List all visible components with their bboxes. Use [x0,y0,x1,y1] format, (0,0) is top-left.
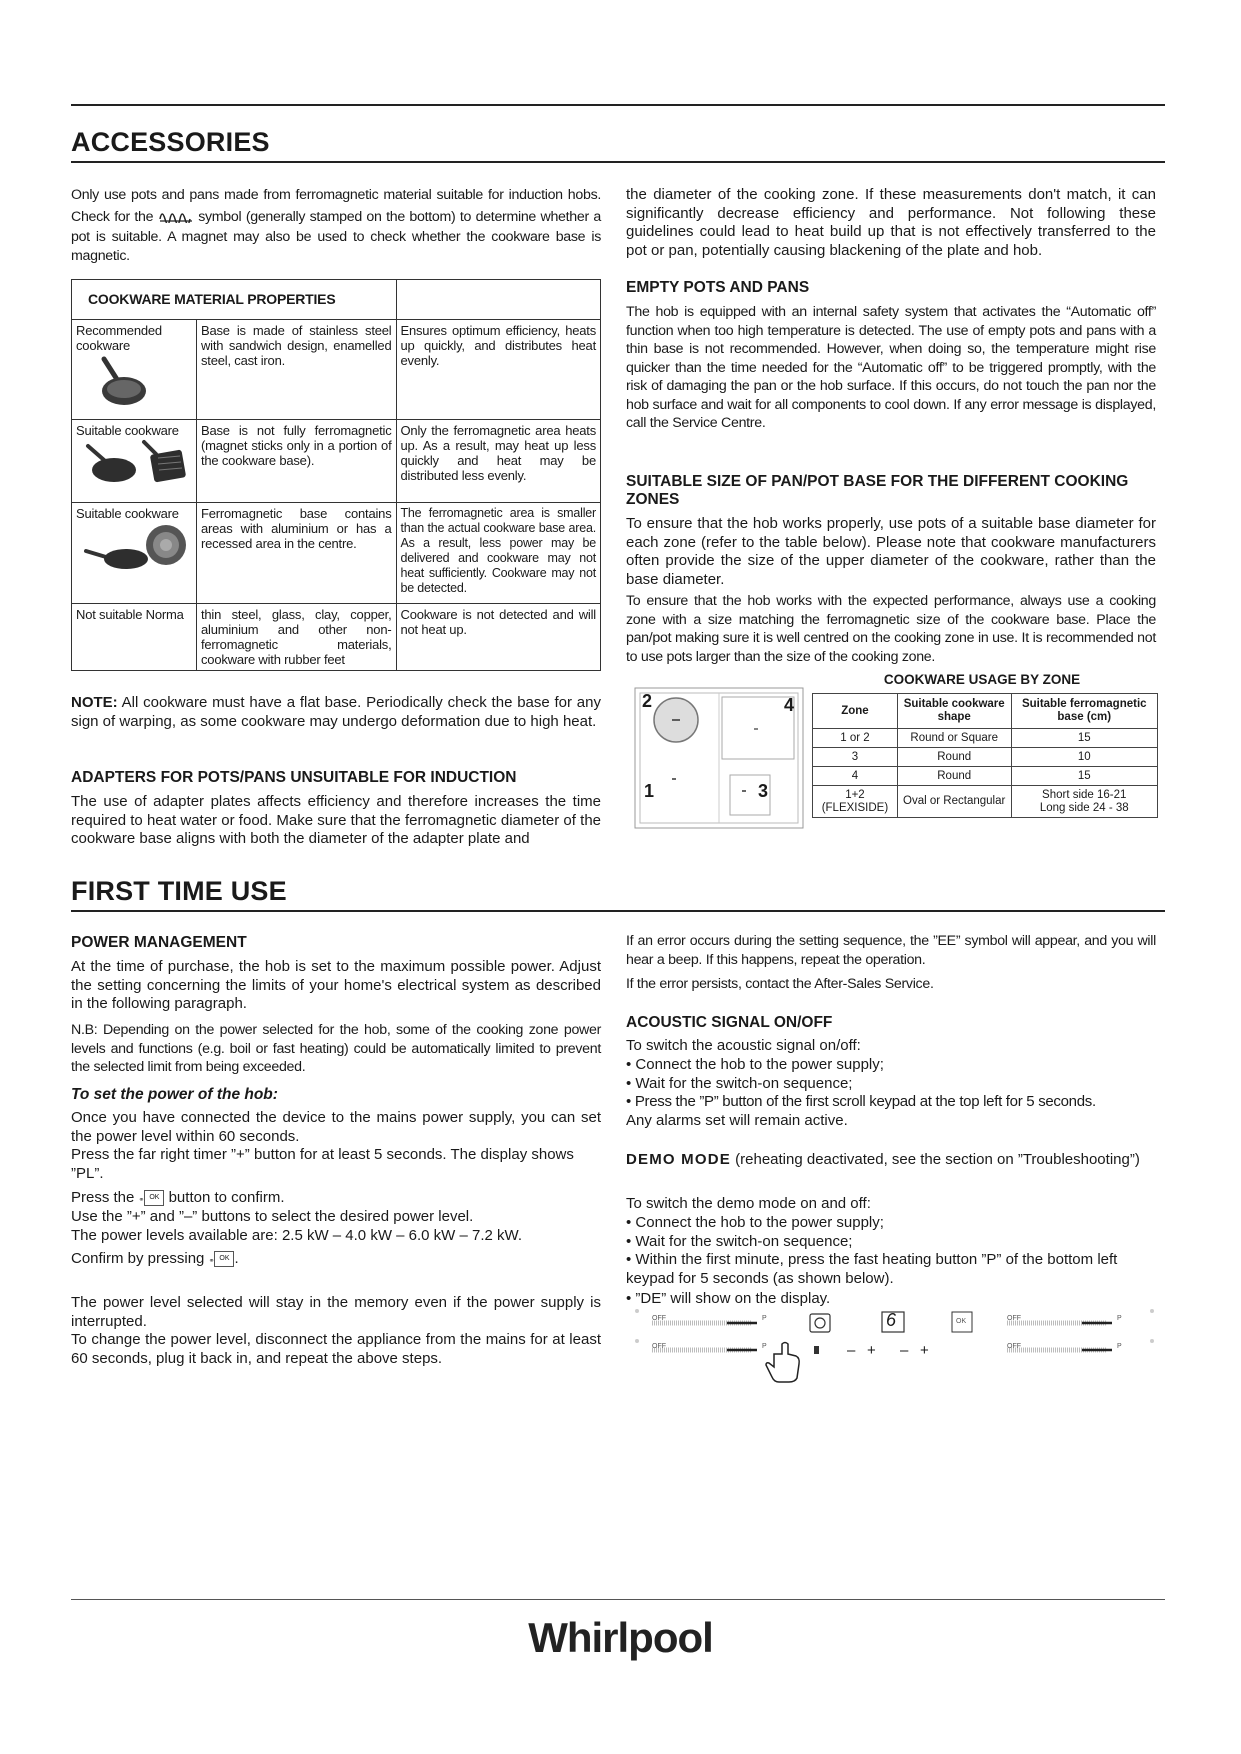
acoustic-title: ACOUSTIC SIGNAL ON/OFF [626,1014,833,1031]
minus-symbol: – [847,1342,856,1359]
cookware-result: The ferromagnetic area is smaller than the actual cookware base area. As a result, less power may be delivered and cookware may not heat sufficiently. Cookware may not be detected. [396,503,601,604]
intro-part-b: symbol (generally stamped on the bottom) to determine whether a pot is suitable. A magnet may also be used to check whether the cookware base is magnetic. [71,208,601,264]
shape-header: Suitable cookware shape [897,694,1011,729]
shape-cell: Oval or Rectangular [897,786,1011,818]
cookware-result: Ensures optimum efficiency, heats up quickly, and distributes heat evenly. [396,320,601,420]
list-item: • Wait for the switch-on sequence; [626,1074,853,1092]
note-paragraph [71,694,601,731]
ok-button-icon: OK [214,1251,234,1267]
acoustic-intro: To switch the acoustic signal on/off: [626,1037,861,1054]
demo-mode-heading [626,1151,1156,1170]
set-power-text-2: Press the far right timer ”+” button for at least 5 seconds. The display shows ”PL”. [71,1146,574,1182]
table-row [72,604,601,671]
table-row [813,748,1158,767]
demo-title-rest: (reheating deactivated, see the section on ”Troubleshooting”) [735,1151,1140,1168]
empty-pots-title: EMPTY POTS AND PANS [626,279,810,296]
induction-coil-icon [158,205,194,229]
suitable-size-text-2: To ensure that the hob works with the expected performance, always use a cooking zone with a size matching the ferromagnetic size of the cookware base. Place the pan/pot making sure it is well centred on the cooking zone in use. It is recommended not to use pots larger than the size of the cooking zone. [626,593,1156,665]
flex-zone-name: (FLEXISIDE) [821,801,889,814]
cookware-base: thin steel, glass, clay, copper, aluminium and other non-ferromagnetic materials, cookware with rubber feet [196,604,396,671]
pan-with-base-icon [76,521,191,576]
first-use-rule [71,910,1165,912]
press-text: Press the [71,1189,135,1206]
p-label: P [1117,1343,1122,1350]
p-label: P [1117,1315,1122,1322]
zone-cell: 3 [813,748,898,767]
set-power-title: To set the power of the hob: [71,1086,278,1103]
list-item: • Wait for the switch-on sequence; [626,1232,853,1250]
flex-long-side: Long side 24 - 38 [1039,801,1129,814]
cookware-base: Ferromagnetic base contains areas with aluminium or has a recessed area in the centre. [196,503,396,604]
cookware-result: Only the ferromagnetic area heats up. As a result, may heat up less quickly and heat may be distributed less evenly. [396,420,601,503]
zone-2-label: 2 [642,691,653,711]
list-item: • Connect the hob to the power supply; [626,1056,884,1073]
list-item: • Press the ”P” button of the first scroll keypad at the top left for 5 seconds. [626,1093,1096,1110]
cookware-type: Not suitable Norma [72,604,197,671]
zone-1-label: 1 [644,781,655,801]
lock-icon: ⚭ [138,1197,145,1204]
adapters-continued-text: the diameter of the cooking zone. If these measurements don't match, it can significantly decrease efficiency and performance. Not following these guidelines could lead to heat build up that is not effectively transferred to the pot or pan, potentially causing blackening of the plate and hob. [626,186,1156,259]
table-row [72,503,601,604]
accessories-title: ACCESSORIES [71,127,270,157]
cookware-base: Base is made of stainless steel with sandwich design, enamelled steel, cast iron. [196,320,396,420]
cookware-material-table [71,279,601,671]
table-header-empty [396,280,601,320]
list-item: • Within the first minute, press the fast heating button ”P” of the bottom left keypad for 5 seconds (as shown below). [626,1251,1118,1287]
cookware-type: Recommended cookware [76,323,162,353]
set-power-text-1: Once you have connected the device to the mains power supply, you can set the power level within 60 seconds. [71,1109,601,1145]
note-text: All cookware must have a flat base. Periodically check the base for any sign of warping, as some cookware may undergo deformation due to high heat. [71,694,601,730]
shape-cell: Round [897,767,1011,786]
press-confirm-text: button to confirm. [168,1189,285,1206]
table-row [72,320,601,420]
shape-cell: Round or Square [897,729,1011,748]
zone-cell [813,786,898,818]
error-text-1: If an error occurs during the setting sequence, the ”EE” symbol will appear, and you will hear a beep. If this happens, repeat the operation. [626,933,1156,968]
footer-rule [71,1599,1165,1600]
base-cell: 15 [1011,729,1158,748]
power-text-1: At the time of purchase, the hob is set to the maximum possible power. Adjust the setting concerning the limits of your home's electrical system as described in the following paragraph. [71,958,601,1012]
base-header: Suitable ferromagnetic base (cm) [1011,694,1158,729]
first-use-title: FIRST TIME USE [71,876,287,906]
cookware-type: Suitable cookware [76,506,179,521]
acoustic-end: Any alarms set will remain active. [626,1112,848,1129]
off-label: OFF [1007,1315,1021,1322]
table-row [813,767,1158,786]
demo-intro: To switch the demo mode on and off: [626,1195,871,1212]
table-row [813,786,1158,818]
plus-symbol: + [920,1342,929,1359]
whirlpool-logo: Whirlpool [528,1614,713,1661]
lock-icon: ⚭ [208,1258,215,1265]
control-panel-illustration [632,1306,1157,1396]
zone-4-label: 4 [784,695,795,715]
off-label: OFF [652,1343,666,1350]
plus-symbol: + [867,1342,876,1359]
adapters-text: The use of adapter plates affects efficiency and therefore increases the time required to heat water or food. Make sure that the ferromagnetic diameter of the cookware base aligns with both the diameter of the adapter plate and [71,793,601,847]
off-label: OFF [652,1315,666,1322]
list-item: • Connect the hob to the power supply; [626,1214,884,1231]
base-cell: 10 [1011,748,1158,767]
table-row [72,420,601,503]
confirm-text: Confirm by pressing [71,1250,205,1267]
power-text-2: N.B: Depending on the power selected for the hob, some of the cooking zone power levels and functions (e.g. boil or fast heating) could be automatically limited to prevent the selected limit from being exceeded. [71,1022,601,1075]
minus-symbol: – [900,1342,909,1359]
table-row [813,729,1158,748]
zone-3-label: 3 [758,781,769,801]
empty-pots-text: The hob is equipped with an internal safety system that activates the “Automatic off” function when too high temperature is detected. The use of empty pots and pans with a thin base is not recommended. However, when doing so, the temperature might rise quicker than the time needed for the “Automatic off” to be triggered promptly, with the risk of damaging the pan or the hob surface. If this occurs, do not touch the pan nor the hob surface and wait for all components to cool down. If any error message is displayed, call the Service Centre. [626,304,1156,431]
suitable-size-title: SUITABLE SIZE OF PAN/POT BASE FOR THE DIFFERENT COOKING ZONES [626,473,1129,508]
shape-cell: Round [897,748,1011,767]
top-rule [71,104,1165,106]
zone-usage-table [812,693,1158,818]
frying-pan-icon [76,355,156,410]
ok-label: OK [956,1318,967,1325]
ok-button-icon: OK [144,1190,164,1206]
error-text-2: If the error persists, contact the After-Sales Service. [626,976,934,992]
memory-text-1: The power level selected will stay in the memory even if the power supply is interrupted. [71,1294,601,1330]
hob-zones-diagram [634,687,804,829]
table-header: COOKWARE MATERIAL PROPERTIES [72,280,397,320]
confirm-period: . [234,1250,239,1267]
zone-table-title: COOKWARE USAGE BY ZONE [883,672,1081,687]
cookware-result: Cookware is not detected and will not heat up. [396,604,601,671]
zone-header: Zone [813,694,898,729]
set-power-text-3: Use the ”+” and ”–” buttons to select the desired power level. [71,1208,474,1225]
confirm-line [71,1250,601,1272]
zone-cell: 1 or 2 [813,729,898,748]
accessories-intro [71,186,601,265]
grill-pans-icon [76,438,191,488]
boost-six-label: 6 [886,1310,897,1330]
note-label: NOTE: [71,694,118,711]
p-label: P [762,1343,767,1350]
acoustic-steps-list [626,1056,1156,1112]
adapters-title: ADAPTERS FOR POTS/PANS UNSUITABLE FOR INDUCTION [71,769,517,786]
off-label: OFF [1007,1343,1021,1350]
zone-cell: 4 [813,767,898,786]
memory-text-2: To change the power level, disconnect the appliance from the mains for at least 60 seconds, plug it back in, and repeat the above steps. [71,1331,601,1367]
set-power-text-4: The power levels available are: 2.5 kW – 4.0 kW – 6.0 kW – 7.2 kW. [71,1227,523,1244]
flex-zone-number: 1+2 [845,788,865,801]
base-cell: 15 [1011,767,1158,786]
suitable-size-text-1: To ensure that the hob works properly, use pots of a suitable base diameter for each zone (refer to the table below). Please note that cookware manufacturers often provide the size of the upper diameter of the cookware, rather than the base diameter. [626,515,1156,588]
intro-part-a: Only use pots and pans made from ferromagnetic material suitable for induction hobs. Check for the [71,187,601,225]
flex-short-side: Short side 16-21 [1042,788,1127,801]
demo-title: DEMO MODE [626,1151,731,1168]
list-item: • ”DE” will show on the display. [626,1290,831,1307]
power-management-title: POWER MANAGEMENT [71,934,247,951]
p-label: P [762,1315,767,1322]
demo-steps-list [626,1214,1146,1309]
base-cell [1011,786,1158,818]
cookware-type: Suitable cookware [76,423,179,438]
accessories-rule [71,161,1165,163]
cookware-base: Base is not fully ferromagnetic (magnet sticks only in a portion of the cookware base). [196,420,396,503]
